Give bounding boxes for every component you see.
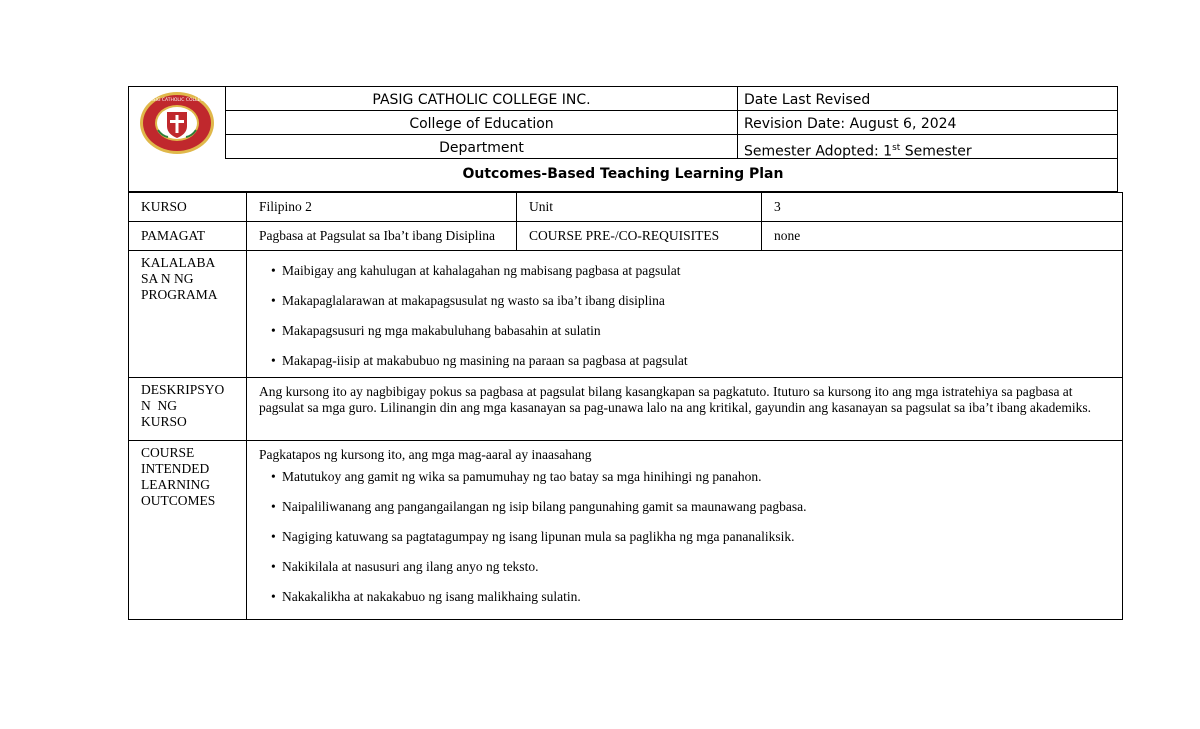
description-label-line: N NG — [141, 398, 177, 413]
outcomes-label-line: LEARNING — [141, 477, 210, 492]
course-description: Ang kursong ito ay nagbibigay pokus sa pagbasa at pagsulat bilang kasangkapan sa pagkatuto. Ituturo sa kursong ito ang mga istratehiya sa pagbasa at pagsulat sa mga guro. Lilinangin din ang mga kasanayan sa pag-unawa lalo na ang kritikal, gayundin ang kasanayan sa pagsulat sa iba’t ibang akademiks. — [247, 378, 1123, 441]
prereq-label: COURSE PRE-/CO-REQUISITES — [517, 222, 762, 251]
outcomes-label-line: COURSE — [141, 445, 195, 460]
institution-name: PASIG CATHOLIC COLLEGE INC. — [226, 87, 738, 110]
college-seal-logo — [138, 90, 216, 156]
pamagat-label: PAMAGAT — [129, 222, 247, 251]
unit-value: 3 — [762, 193, 1123, 222]
prereq-value: none — [762, 222, 1123, 251]
table-row — [129, 378, 1123, 441]
list-item: • Nakakalikha at nakakabuo ng isang malikhaing sulatin. — [271, 589, 1111, 605]
description-label-line: DESKRIPSYO — [141, 382, 225, 397]
outcomes-intro: Pagkatapos ng kursong ito, ang mga mag-aaral ay inaasahang — [259, 447, 592, 462]
outcomes-label-line: OUTCOMES — [141, 493, 216, 508]
semester-adopted-suffix: Semester — [900, 143, 972, 160]
program-label — [129, 251, 247, 378]
list-item: • Nakikilala at nasusuri ang ilang anyo ng teksto. — [271, 559, 1111, 575]
department-name: Department — [226, 135, 738, 158]
table-row — [129, 251, 1123, 378]
unit-label: Unit — [517, 193, 762, 222]
outcomes-list — [259, 469, 1111, 605]
semester-adopted-prefix: Semester Adopted: 1 — [744, 143, 893, 160]
list-item: • Makapagsusuri ng mga makabuluhang babasahin at sulatin — [271, 323, 1111, 339]
college-name: College of Education — [226, 111, 738, 134]
outcomes-label-line: INTENDED — [141, 461, 210, 476]
header-row-2 — [226, 111, 1117, 135]
list-item: • Makapag-iisip at makabubuo ng masining na paraan sa pagbasa at pagsulat — [271, 353, 1111, 369]
intended-outcomes — [247, 441, 1123, 620]
kurso-label: KURSO — [129, 193, 247, 222]
semester-adopted-sup: st — [892, 143, 901, 153]
list-item: • Maibigay ang kahulugan at kahalagahan ng mabisang pagbasa at pagsulat — [271, 263, 1111, 279]
program-list — [271, 263, 1111, 369]
logo-text: PASIG CATHOLIC COLLEGE — [147, 98, 207, 103]
program-label-line: PROGRAMA — [141, 287, 218, 302]
course-table — [128, 192, 1123, 620]
header-row-1 — [226, 87, 1117, 111]
date-last-revised: Date Last Revised — [744, 92, 871, 108]
description-label-line: KURSO — [141, 414, 187, 429]
table-row — [129, 222, 1123, 251]
pamagat-value: Pagbasa at Pagsulat sa Iba’t ibang Disiplina — [247, 222, 517, 251]
program-label-line: KALALABA — [141, 255, 216, 270]
list-item: • Matutukoy ang gamit ng wika sa pamumuhay ng tao batay sa mga hinihingi ng panahon. — [271, 469, 1111, 485]
outcomes-label — [129, 441, 247, 620]
revision-date: Revision Date: August 6, 2024 — [744, 116, 957, 132]
list-item: • Nagiging katuwang sa pagtatagumpay ng isang lipunan mula sa paglikha ng mga pananaliksik. — [271, 529, 1111, 545]
header-row-3 — [226, 135, 1117, 159]
description-label — [129, 378, 247, 441]
list-item: • Makapaglalarawan at makapagsusulat ng wasto sa iba’t ibang disiplina — [271, 293, 1111, 309]
table-row — [129, 441, 1123, 620]
table-row — [129, 193, 1123, 222]
list-item: • Naipaliliwanang ang pangangailangan ng isip bilang pangunahing gamit sa maunawang pagbasa. — [271, 499, 1111, 515]
header-block — [128, 86, 1118, 192]
plan-title: Outcomes-Based Teaching Learning Plan — [462, 166, 784, 182]
program-outcomes — [247, 251, 1123, 378]
program-label-line: SA N NG — [141, 271, 194, 286]
logo-cell — [129, 87, 226, 159]
kurso-value: Filipino 2 — [247, 193, 517, 222]
